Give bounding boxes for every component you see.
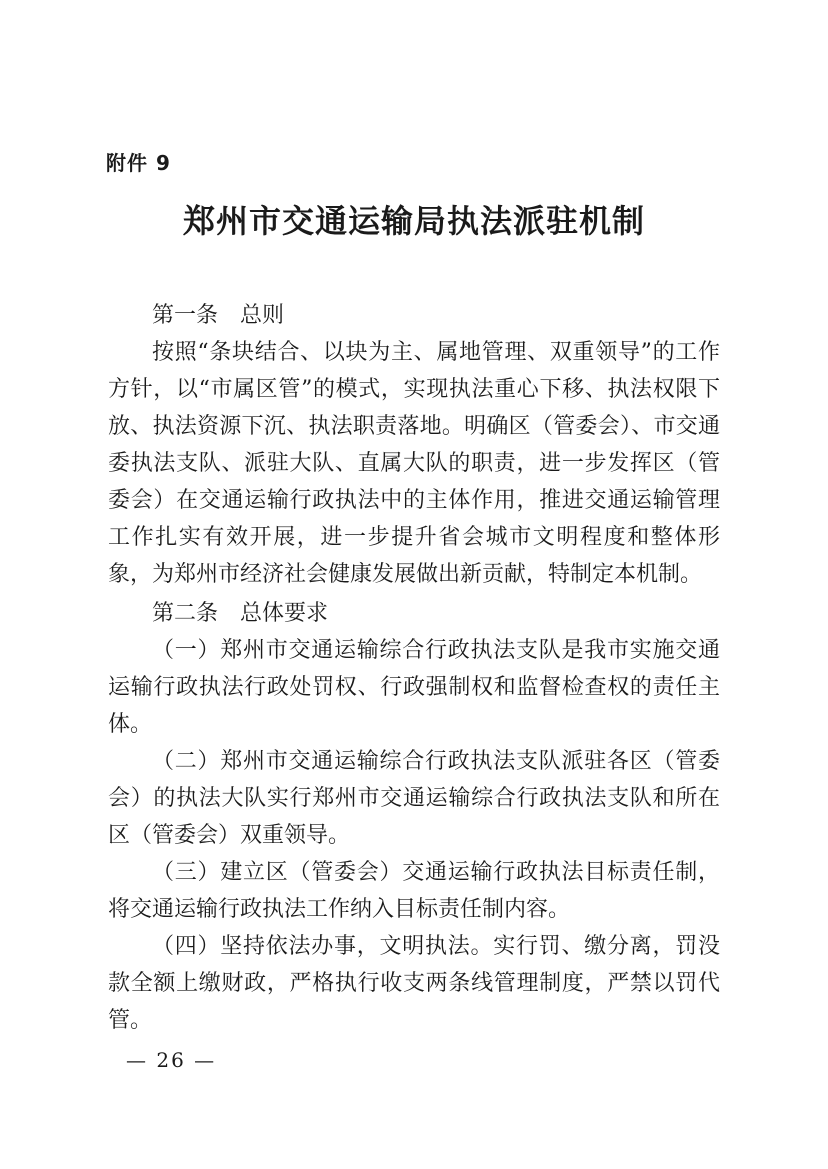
document-title: 郑州市交通运输局执法派驻机制 xyxy=(182,202,645,240)
article-1-heading: 第一条 总则 xyxy=(152,303,285,328)
article-1-paragraph: 按照“条块结合、以块为主、属地管理、双重领导”的工作方针，以“市属区管”的模式，实现执法重心下移、执法权限下放、执法资源下沉、执法职责落地。明确区（管委会）、市交通委执法支队、派驻大队、直属大队的职责，进一步发挥区（管委会）在交通运输行政执法中的主体作用，推进交通运输管理工作扎实有效开展，进一步提升省会城市文明程度和整体形象，为郑州市经济社会健康发展做出新贡献，特制定本机制。 xyxy=(108,340,720,587)
document-body xyxy=(108,295,720,1039)
article-2-item-4: （四）坚持依法办事，文明执法。实行罚、缴分离，罚没款全额上缴财政，严格执行收支两条线管理制度，严禁以罚代管。 xyxy=(108,934,720,1033)
article-2-item-2: （二）郑州市交通运输综合行政执法支队派驻各区（管委会）的执法大队实行郑州市交通运输综合行政执法支队和所在区（管委会）双重领导。 xyxy=(108,749,720,848)
page-number: — 26 — xyxy=(126,1048,217,1072)
article-2-item-1: （一）郑州市交通运输综合行政执法支队是我市实施交通运输行政执法行政处罚权、行政强制权和监督检查权的责任主体。 xyxy=(108,638,720,737)
article-2-heading: 第二条 总体要求 xyxy=(152,601,329,626)
attachment-label: 附件 9 xyxy=(106,151,171,175)
article-2-item-3: （三）建立区（管委会）交通运输行政执法目标责任制，将交通运输行政执法工作纳入目标责任制内容。 xyxy=(108,860,720,922)
